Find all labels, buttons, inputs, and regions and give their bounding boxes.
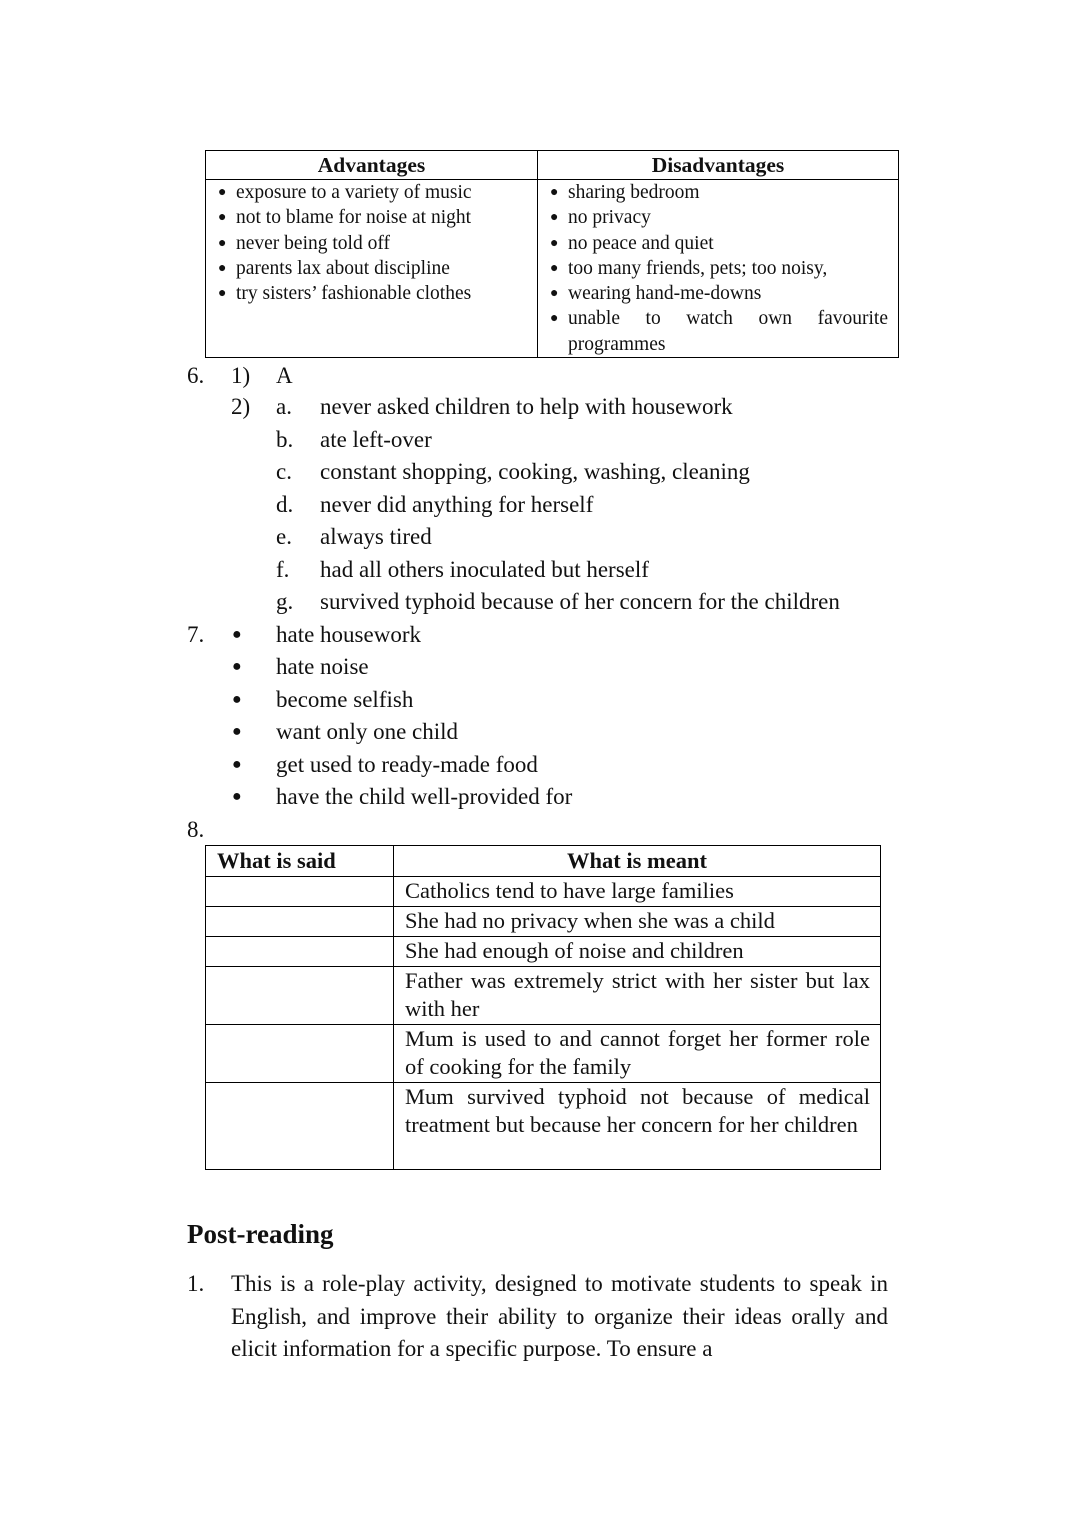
q7-item: have the child well-provided for xyxy=(276,784,573,809)
post-reading-item-text: This is a role-play activity, designed to motivate students to speak in English, and improve their ability to organize their ideas orally and elicit information for a specific purpose. To ensure a xyxy=(231,1271,888,1361)
q6-item-letter: c. xyxy=(276,459,292,484)
advantages-cell xyxy=(206,180,538,358)
meant-cell: Father was extremely strict with her sister but lax with her xyxy=(394,966,881,1024)
q6-item-letter: d. xyxy=(276,492,294,517)
q6-item-letter: b. xyxy=(276,427,294,452)
what-is-said-header: What is said xyxy=(206,846,394,877)
advantages-list xyxy=(218,180,527,306)
disadvantage-item: ● no privacy xyxy=(550,205,888,230)
q6-part2-label: 2) xyxy=(231,394,251,419)
q6-item-letter: a. xyxy=(276,394,292,419)
disadvantage-item: ● too many friends, pets; too noisy, xyxy=(550,256,888,281)
advantages-disadvantages-table xyxy=(205,150,899,358)
q6-part1-answer: A xyxy=(276,363,293,388)
meant-cell: Mum survived typhoid not because of medical treatment but because her concern for her children xyxy=(394,1082,881,1169)
bullet-icon: ● xyxy=(232,756,242,773)
said-cell xyxy=(206,906,394,936)
advantage-item: ● never being told off xyxy=(218,231,527,256)
q6-item-text: always tired xyxy=(320,524,432,549)
said-cell xyxy=(206,1082,394,1169)
advantages-header: Advantages xyxy=(206,151,538,180)
said-cell xyxy=(206,936,394,966)
q7-item: hate noise xyxy=(276,654,369,679)
advantage-item: ● exposure to a variety of music xyxy=(218,180,527,205)
disadvantages-header: Disadvantages xyxy=(538,151,899,180)
q6-item-text: survived typhoid because of her concern for the children xyxy=(320,589,840,614)
said-cell xyxy=(206,1024,394,1082)
disadvantage-item: ● sharing bedroom xyxy=(550,180,888,205)
q6-item-letter: f. xyxy=(276,557,290,582)
disadvantages-list xyxy=(550,180,888,357)
disadvantage-item xyxy=(550,306,888,357)
meant-cell: She had no privacy when she was a child xyxy=(394,906,881,936)
q7-number: 7. xyxy=(187,622,205,647)
meant-cell: She had enough of noise and children xyxy=(394,936,881,966)
q8-number: 8. xyxy=(187,817,205,842)
advantage-item: ● parents lax about discipline xyxy=(218,256,527,281)
post-reading-heading: Post-reading xyxy=(187,1219,334,1249)
disadvantage-last-line2: programmes xyxy=(568,333,666,355)
q6-item-letter: g. xyxy=(276,589,294,614)
q6-item-text: never asked children to help with housework xyxy=(320,394,733,419)
bullet-icon: ● xyxy=(232,658,242,675)
q6-number: 6. xyxy=(187,363,205,388)
bullet-icon: ● xyxy=(232,788,242,805)
disadvantage-item: ● no peace and quiet xyxy=(550,231,888,256)
q7-item: get used to ready-made food xyxy=(276,752,538,777)
meant-cell: Catholics tend to have large families xyxy=(394,876,881,906)
q6-item-text: constant shopping, cooking, washing, cleaning xyxy=(320,459,750,484)
said-cell xyxy=(206,876,394,906)
meant-cell: Mum is used to and cannot forget her former role of cooking for the family xyxy=(394,1024,881,1082)
bullet-icon: ● xyxy=(232,626,242,643)
bullet-icon: ● xyxy=(232,691,242,708)
q6-item-text: ate left-over xyxy=(320,427,432,452)
advantage-item: ● try sisters’ fashionable clothes xyxy=(218,281,527,306)
disadvantage-last-line1: ● unable to watch own favourite xyxy=(568,308,888,330)
advantage-item: ● not to blame for noise at night xyxy=(218,205,527,230)
q7-item: want only one child xyxy=(276,719,459,744)
q7-item: become selfish xyxy=(276,687,414,712)
q6-item-letter: e. xyxy=(276,524,292,549)
said-meant-table xyxy=(205,845,881,1170)
q7-item: hate housework xyxy=(276,622,421,647)
q6-part1-label: 1) xyxy=(231,363,251,388)
what-is-meant-header: What is meant xyxy=(394,846,881,877)
q6-item-text: had all others inoculated but herself xyxy=(320,557,649,582)
post-reading-item-number: 1. xyxy=(187,1271,205,1296)
disadvantages-cell xyxy=(538,180,899,358)
bullet-icon: ● xyxy=(232,723,242,740)
disadvantage-item: ● wearing hand-me-downs xyxy=(550,281,888,306)
q6-item-text: never did anything for herself xyxy=(320,492,594,517)
said-cell xyxy=(206,966,394,1024)
